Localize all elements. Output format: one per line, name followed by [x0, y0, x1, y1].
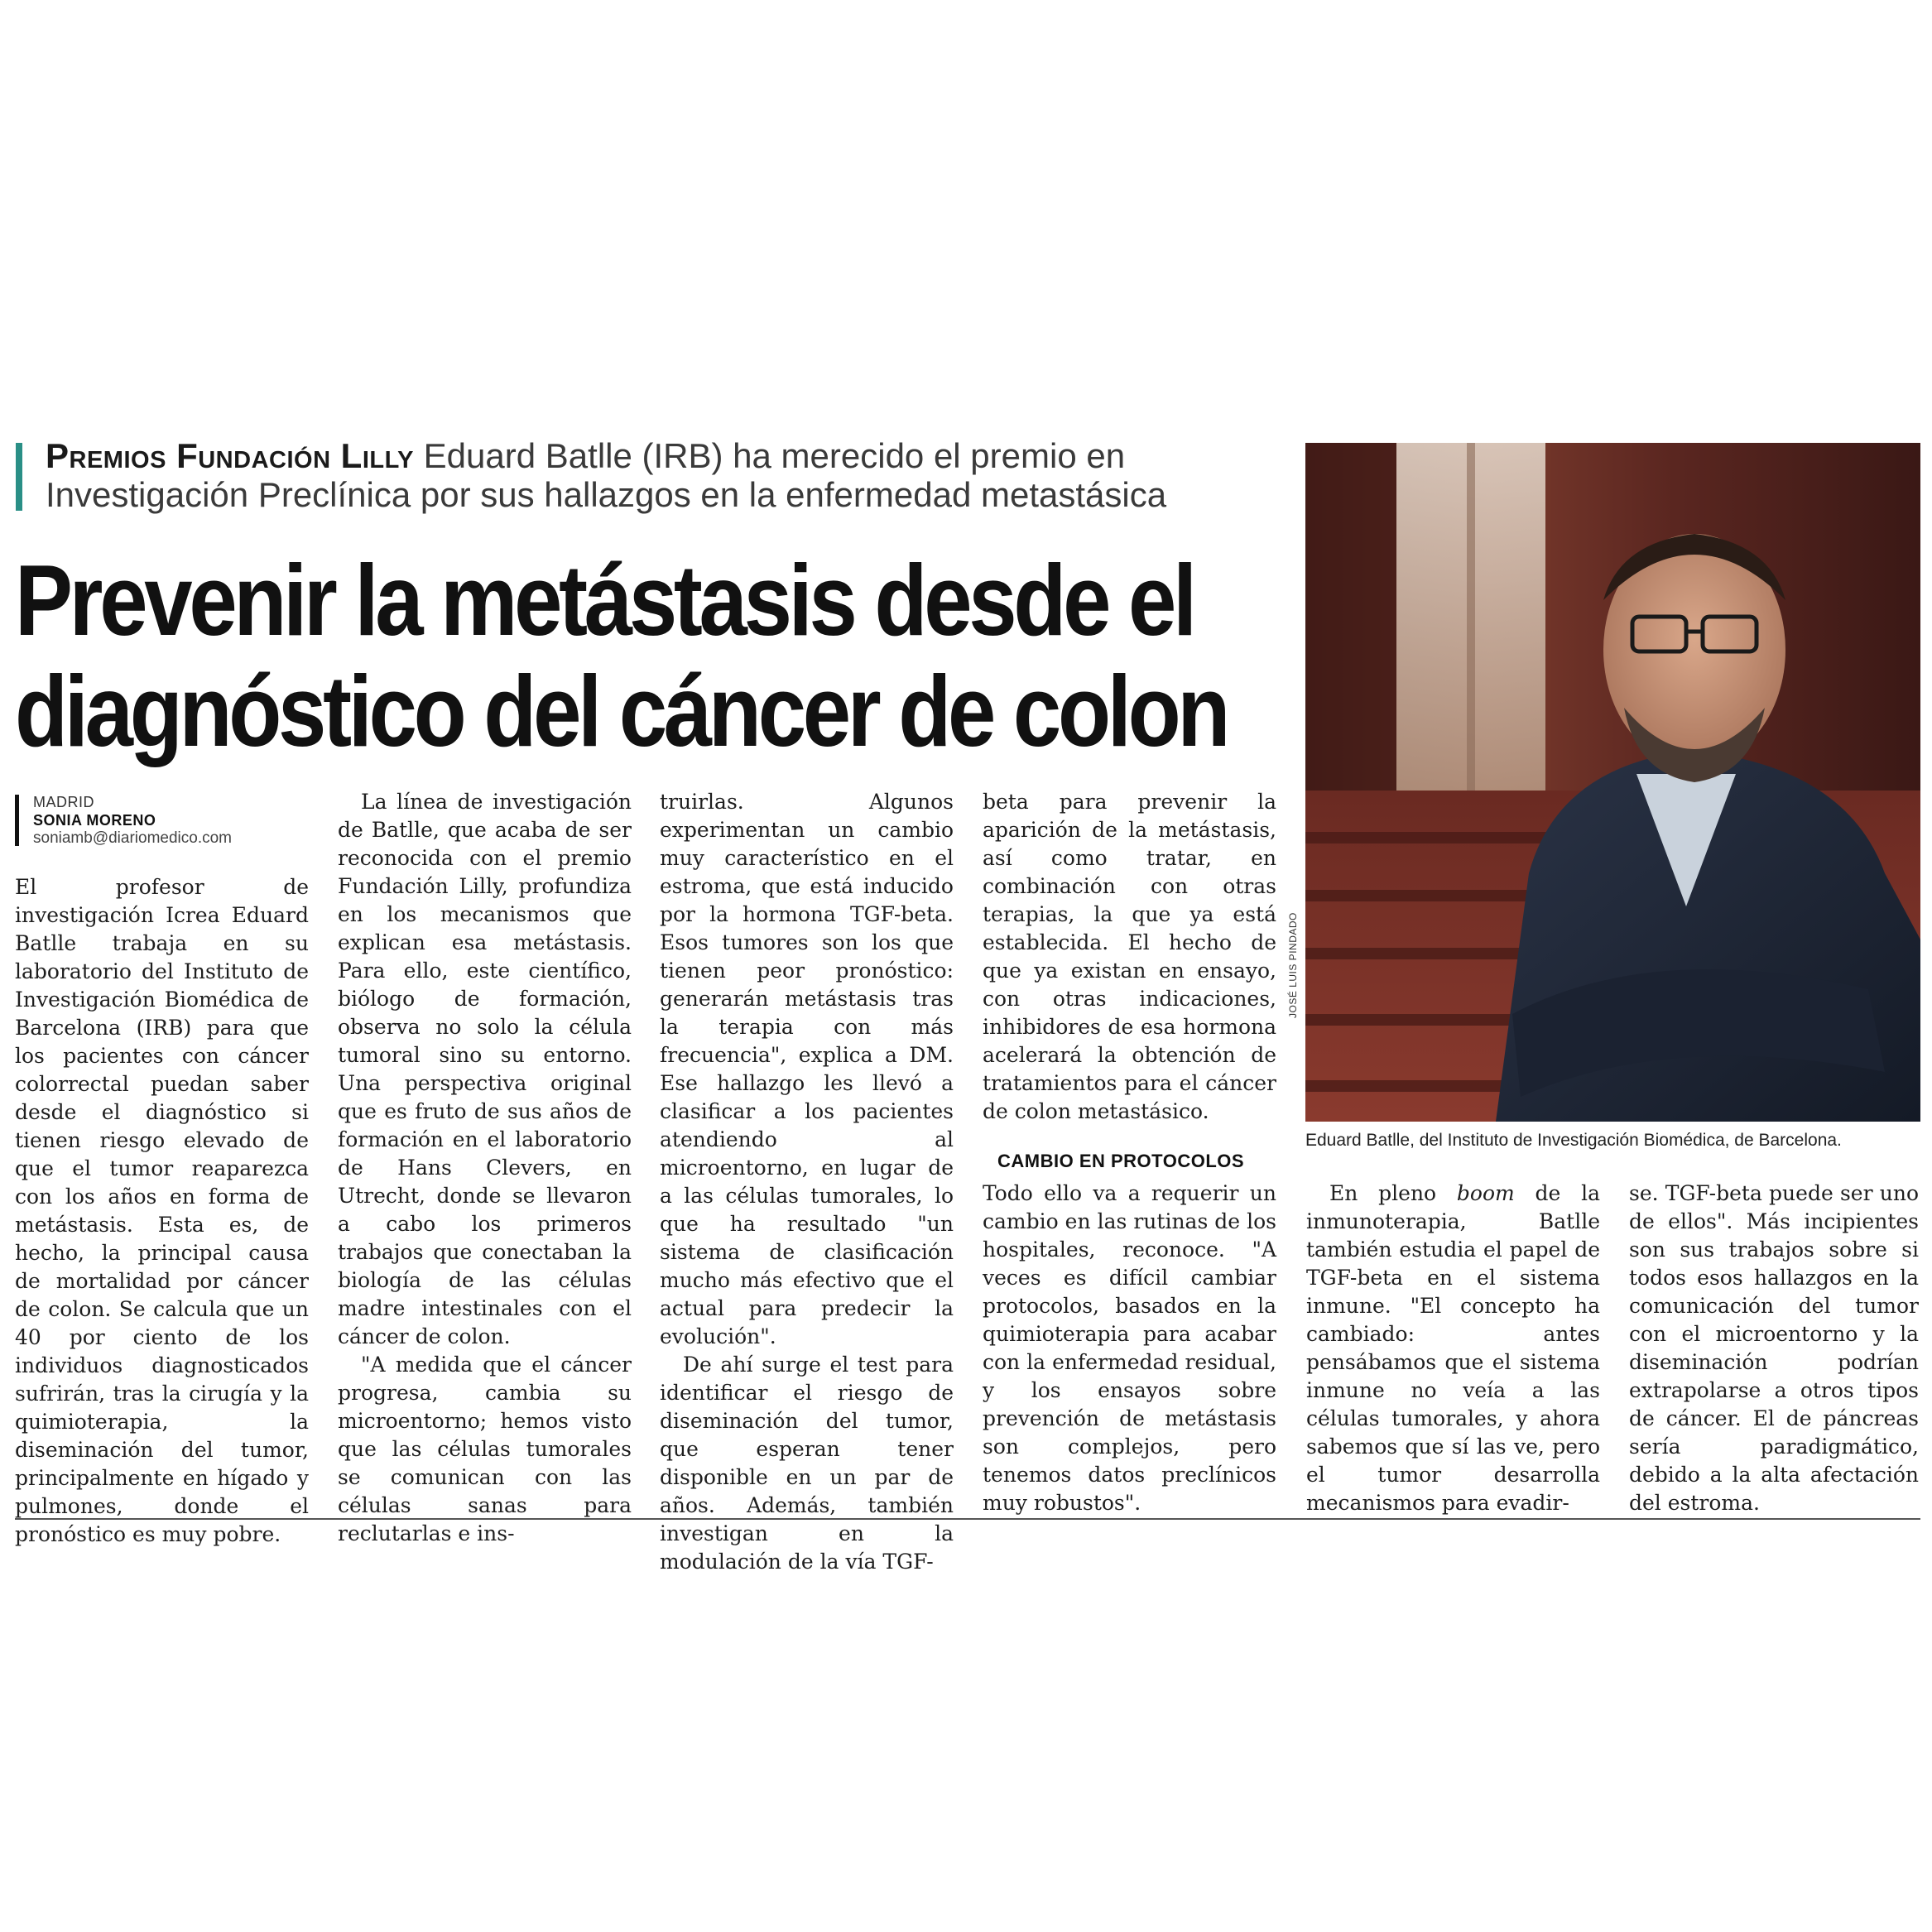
byline — [33, 793, 232, 848]
kicker-text: Eduard Batlle (IRB) ha merecido el premio en Investigación Preclínica por sus hallazgos en la enfermedad metastásica — [46, 436, 1167, 514]
paragraph-7: Todo ello va a requerir un cambio en las rutinas de los hospitales, reconoce. "A veces es difícil cambiar protocolos, basados en la quimioterapia para acabar con la enfermedad residual, y los ensayos sobre prevención de metástasis son complejos, pero tenemos datos preclínicos muy robustos". — [983, 1181, 1276, 1515]
paragraph-9: se. TGF-beta puede ser uno de ellos". Más incipientes son sus trabajos sobre si todos esos hallazgos en la comunicación del tumor con el microentorno y la diseminación podrían extrapolarse a otros tipos de cáncer. El de páncreas sería paradigmático, debido a la alta afectación del estroma. — [1629, 1181, 1919, 1515]
article-column-4-lower — [983, 1180, 1276, 1517]
paragraph-1: El profesor de investigación Icrea Eduard Batlle trabaja en su laboratorio del Instituto de Investigación Biomédica de Barcelona (IRB) para que los pacientes con cáncer colorrectal puedan saber desde el diagnóstico si tienen riesgo elevado de que el tumor reaparezca con los años en forma de metástasis. Esta es, de hecho, la principal causa de mortalidad por cáncer de colon. Se calcula que un 40 por ciento de los individuos diagnosticados sufrirán, tras la cirugía y la quimioterapia, la diseminación del tumor, principalmente en hígado y pulmones, donde el pronóstico es muy pobre. — [15, 875, 309, 1546]
kicker — [46, 436, 1271, 514]
article-column-6 — [1629, 1180, 1919, 1517]
photo-credit: JOSÉ LUIS PINDADO — [1287, 912, 1299, 1018]
paragraph-5: De ahí surge el test para identificar el riesgo de diseminación del tumor, que esperan tener disponible en un par de años. Además, también investigan en la modulación de la vía TGF- — [660, 1353, 954, 1574]
kicker-accent-bar — [16, 443, 22, 511]
article-column-2 — [338, 788, 632, 1548]
photo-caption: Eduard Batlle, del Instituto de Investigación Biomédica, de Barcelona. — [1305, 1131, 1842, 1150]
paragraph-8-end: de la inmunoterapia, Batlle también estudia el papel de TGF-beta en el sistema inmune. "El concepto ha cambiado: antes pensábamos que el sistema inmune no veía a las células tumorales, y ahora sabemos que sí las ve, pero el tumor desarrolla mecanismos para evadir- — [1306, 1181, 1600, 1515]
paragraph-2: La línea de investigación de Batlle, que acaba de ser reconocida con el premio Fundación Lilly, profundiza en los mecanismos que explican esa metástasis. Para ello, este científico, biólogo de formación, observa no solo la célula tumoral sino su entorno. Una perspectiva original que es fruto de sus años de formación en el laboratorio de Hans Clevers, en Utrecht, donde se llevaron a cabo los primeros trabajos que conectaban la biología de las células madre intestinales con el cáncer de colon. — [338, 790, 632, 1348]
byline-author: SONIA MORENO — [33, 812, 156, 829]
portrait-photo — [1305, 443, 1920, 1122]
article-column-5 — [1306, 1180, 1600, 1517]
headline — [15, 544, 1228, 767]
article-column-3 — [660, 788, 954, 1576]
paragraph-3: "A medida que el cáncer progresa, cambia su microentorno; hemos visto que las células tumorales se comunican con las células sanas para reclutarlas e ins- — [338, 1353, 632, 1545]
headline-line-1: Prevenir la metástasis desde el — [15, 544, 1194, 656]
article-column-4 — [983, 788, 1276, 1126]
byline-city: MADRID — [33, 794, 94, 810]
headline-line-2: diagnóstico del cáncer de colon — [15, 655, 1228, 767]
portrait-illustration — [1305, 443, 1920, 1122]
byline-email: soniamb@diariomedico.com — [33, 829, 232, 847]
kicker-label: Premios Fundación Lilly — [46, 436, 414, 475]
paragraph-6: beta para prevenir la aparición de la metástasis, así como tratar, en combinación con otras terapias, la que ya está establecida. El hecho de que ya existan en ensayo, con otras indicaciones, inhibidores de esa hormona acelerará la obtención de tratamientos para el cáncer de colon metastásico. — [983, 790, 1276, 1123]
article-column-1 — [15, 873, 309, 1549]
paragraph-4: truirlas. Algunos experimentan un cambio muy característico en el estroma, que está inducido por la hormona TGF-beta. Esos tumores son los que tienen peor pronóstico: generarán metástasis tras la terapia con más frecuencia", explica a DM. Ese hallazgo les llevó a clasificar a los pacientes atendiendo al microentorno, en lugar de a las células tumorales, lo que ha resultado "un sistema de clasificación mucho más efectivo que el actual para predecir la evolución". — [660, 790, 954, 1348]
bottom-divider — [15, 1518, 1920, 1520]
paragraph-8 — [1306, 1180, 1600, 1517]
byline-bar — [15, 795, 19, 846]
paragraph-8-start: En pleno — [1329, 1181, 1457, 1205]
paragraph-8-emphasis: boom — [1456, 1181, 1515, 1205]
subhead: CAMBIO EN PROTOCOLOS — [997, 1151, 1245, 1171]
